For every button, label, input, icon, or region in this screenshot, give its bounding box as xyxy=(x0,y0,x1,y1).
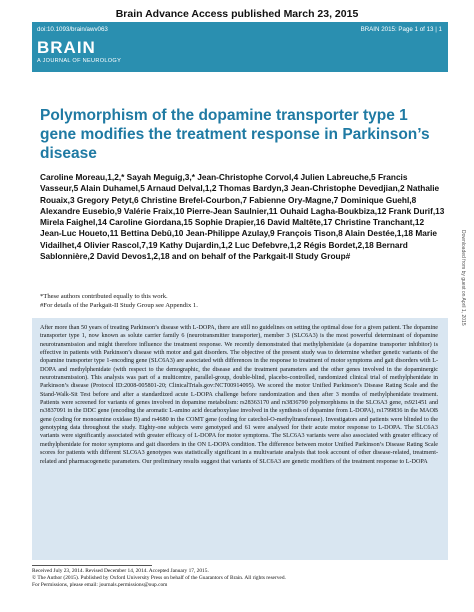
abstract-panel xyxy=(32,318,448,560)
article-title: Polymorphism of the dopamine transporter type 1 gene modifies the treatment response in Parkinson’s disease xyxy=(40,107,430,162)
study-group-note: #For details of the Parkgait-II Study Group see Appendix 1. xyxy=(40,302,198,309)
advance-access-banner: Brain Advance Access published March 23, 2015 xyxy=(115,8,359,20)
copyright: © The Author (2015). Published by Oxford University Press on behalf of the Guarantors of Brain. All rights reserved. xyxy=(32,574,286,581)
author-list: Caroline Moreau,1,2,* Sayah Meguig,3,* Jean-Christophe Corvol,4 Julien Labreuche,5 Francis Vasseur,5 Alain Duhamel,5 Arnaud Delval,1,2 Thomas Bardyn,3 Jean-Christophe Devedjian,2 Nathalie Rouaix,3 Gregory Petyt,6 Christine Brefel-Courbon,7 Fabienne Ory-Magne,7 Dominique Guehl,8 Alexandre Eusebio,9 Valérie Fraix,10 Pierre-Jean Saulnier,11 Ouhaid Lagha-Boukbiza,12 Frank Durif,13 Mirela Faighel,14 Caroline Giordana,15 Sophie Drapier,16 David Maltête,17 Christine Tranchant,12 Jean-Luc Houeto,11 Bettina Debû,10 Jean-Philippe Azulay,9 François Tison,8 Alain Destée,1,18 Marie Vidailhet,4 Olivier Rascol,7,19 Kathy Dujardin,1,2 Luc Defebvre,1,2 Régis Bordet,2,18 Bernard Sablonnière,2 David Devos1,2,18 and on behalf of the Parkgait-II Study Group# xyxy=(40,172,445,262)
journal-subtitle: A JOURNAL OF NEUROLOGY xyxy=(37,58,122,64)
permissions: For Permissions, please email: journals.permissions@oup.com xyxy=(32,581,168,588)
journal-header xyxy=(32,22,448,72)
download-sidenote xyxy=(458,230,468,430)
journal-logo: BRAIN xyxy=(37,38,96,57)
footer xyxy=(32,568,448,588)
download-sidenote-text: Downloaded from by guest on April 1, 2015 xyxy=(460,230,466,326)
equal-contribution-note: *These authors contributed equally to this work. xyxy=(40,293,168,300)
abstract-text: After more than 50 years of treating Parkinson’s disease with L-DOPA, there are still no guidelines on setting the optimal dose for a given patient. The dopamine transporter type 1, now known as solute carrier family 6 (neurotransmitter transporter), member 3 (SLC6A3) is the most powerful determinant of dopamine neurotransmission and might therefore influence the treatment response. We recently demonstrated that methylphenidate (a dopamine transporter inhibitor) is effective in patients with Parkinson’s disease with motor and gait disorders. The objective of the present study was to determine whether genetic variants of the dopamine transporter type 1-encoding gene (SLC6A3) are associated with differences in the response to treatment of motor symptoms and gait disorders with L-DOPA and methylphenidate (with respect to the demographic, the disease and the treatment parameters and the other genes involved in the dopaminergic neurotransmission). This analysis was part of a multicentre, parallel-group, double-blind, placebo-controlled, randomized clinical trial of methylphenidate in Parkinson’s disease (Protocol ID:2008-005801-20; ClinicalTrials.gov:NCT00914095). We scored the motor Unified Parkinson’s Disease Rating Scale and the Stand-Walk-Sit Test before and after a standardized acute L-DOPA challenge before randomization and then after 3 months of methylphenidate treatment. Patients were screened for variants of genes involved in dopamine metabolism: rs28363170 and rs3836790 polymorphisms in the SLC6A3 gene, rs921451 and rs3837091 in the DDC gene (encoding the aromatic L-amino acid decarboxylase involved in the synthesis of dopamine from L-DOPA), rs1799836 in the MAOB gene (coding for monoamine oxidase B) and rs4680 in the COMT gene (coding for catechol-O-methyltransferase). Investigators and patients were blinded to the genotyping data throughout the study. Eighty-one subjects were genotyped and 61 were analysed for their acute motor response to L-DOPA. The SLC6A3 variants were significantly associated with greater efficacy of L-DOPA for motor symptoms. The SLC6A3 variants were also associated with greater efficacy of methylphenidate for motor symptoms and gait disorders in the ON L-DOPA condition. The difference between motor Unified Parkinson’s Disease Rating Scale scores for patients with different SLC6A3 genotypes was statistically significant in a multivariate analysis that took account of other disease-related, treatment-related and pharmacogenetic parameters. Our preliminary results suggest that variants of SLC6A3 are genetic modifiers of the treatment response to L-DOPA xyxy=(40,325,438,465)
page-info: BRAIN 2015: Page 1 of 13 | 1 xyxy=(360,26,442,33)
footer-divider xyxy=(32,565,152,566)
received-dates: Received July 23, 2014. Revised December 14, 2014. Accepted January 17, 2015. xyxy=(32,568,209,574)
author-notes xyxy=(40,292,440,310)
doi-link[interactable]: doi:10.1093/brain/awv063 xyxy=(37,26,108,33)
